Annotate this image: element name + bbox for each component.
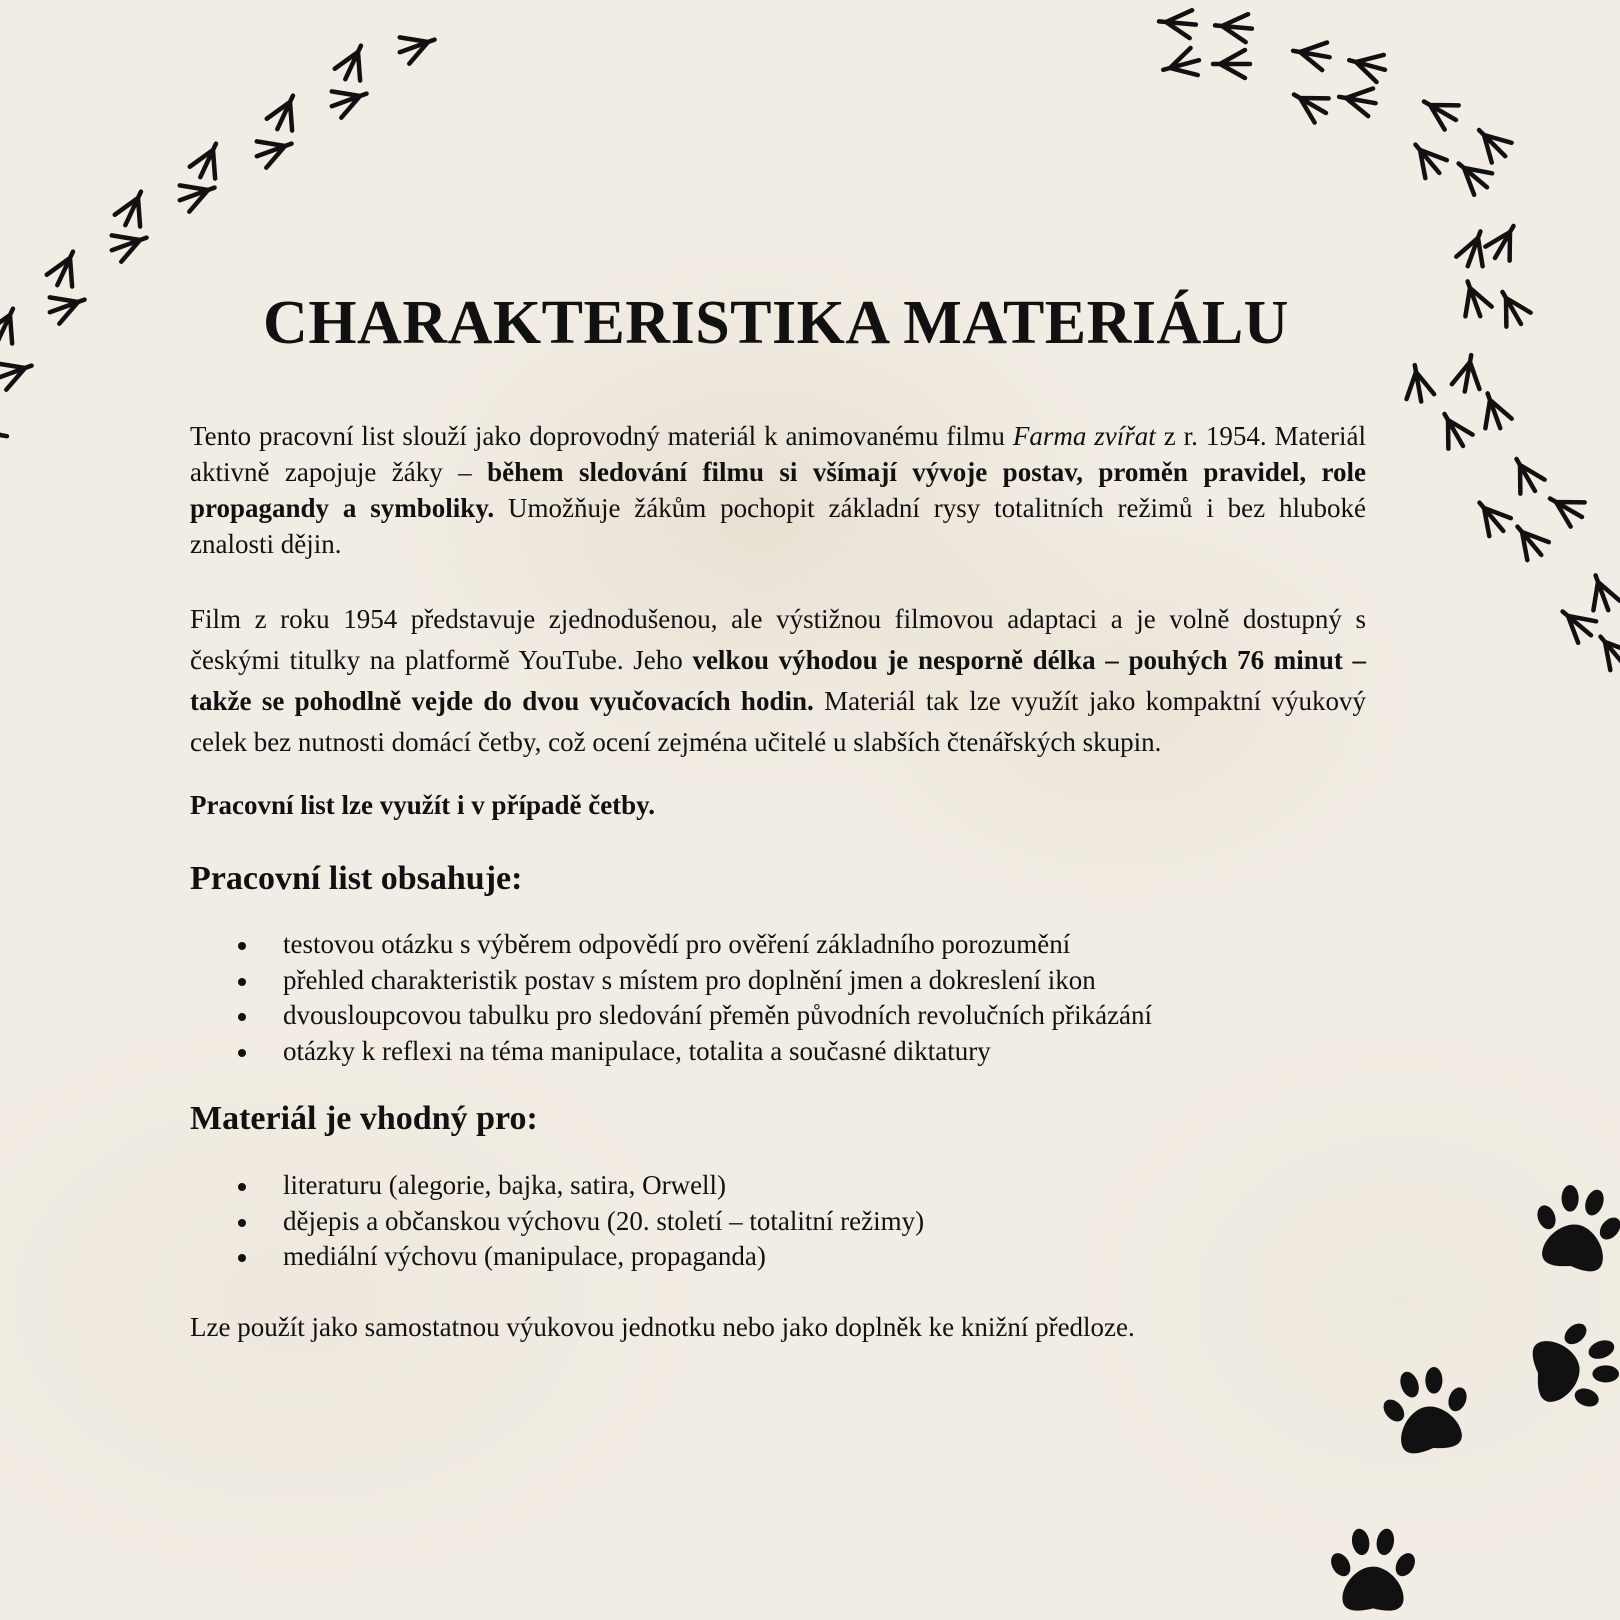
list-item: přehled charakteristik postav s místem pro doplnění jmen a dokreslení ikon: [190, 963, 1366, 999]
page-title: CHARAKTERISTIKA MATERIÁLU: [263, 289, 1289, 357]
closing-paragraph: Lze použít jako samostatnou výukovou jednotku nebo jako doplněk ke knižní předloze.: [190, 1311, 1135, 1342]
intro-text: Tento pracovní list slouží jako doprovodný materiál k animovanému filmu: [190, 421, 1013, 451]
intro-paragraph: [190, 418, 1366, 562]
film-paragraph: [190, 599, 1366, 763]
list-item: literaturu (alegorie, bajka, satira, Orwell): [190, 1168, 1366, 1204]
list-item: mediální výchovu (manipulace, propaganda): [190, 1239, 1366, 1275]
film-highlight: velkou výhodou je nesporně délka – pouhých 76 minut – takže se pohodlně vejde do dvou vyučovacích hodin.: [190, 645, 1366, 716]
film-title: Farma zvířat: [1012, 421, 1156, 451]
film-text: Materiál tak lze využít jako kompaktní výukový celek bez nutnosti domácí četby, což ocení zejména učitelé u slabších čtenářských skupin.: [190, 686, 1367, 757]
intro-text: z r. 1954. Materiál aktivně zapojuje žáky –: [190, 421, 1366, 487]
reading-note: Pracovní list lze využít i v případě četby.: [190, 790, 655, 820]
list-item: dějepis a občanskou výchovu (20. století – totalitní režimy): [190, 1204, 1366, 1240]
list-item: dvousloupcovou tabulku pro sledování přeměn původních revolučních přikázání: [190, 998, 1366, 1034]
film-text: Film z roku 1954 představuje zjednodušenou, ale výstižnou filmovou adaptaci a je volně dostupný s českými titulky na platformě YouTube. Jeho: [190, 604, 1366, 675]
suitable-heading: Materiál je vhodný pro:: [190, 1100, 538, 1137]
intro-highlight: během sledování filmu si všímají vývoje postav, proměn pravidel, role propagandy a symboliky.: [190, 457, 1366, 523]
contents-list: [190, 927, 1366, 1069]
intro-text: Umožňuje žákům pochopit základní rysy totalitních režimů i bez hluboké znalosti dějin.: [190, 493, 1366, 559]
list-item: otázky k reflexi na téma manipulace, totalita a současné diktatury: [190, 1034, 1366, 1070]
suitable-list: [190, 1168, 1366, 1275]
contents-heading: Pracovní list obsahuje:: [190, 860, 523, 897]
list-item: testovou otázku s výběrem odpovědí pro ověření základního porozumění: [190, 927, 1366, 963]
main-content: [190, 418, 1366, 1345]
